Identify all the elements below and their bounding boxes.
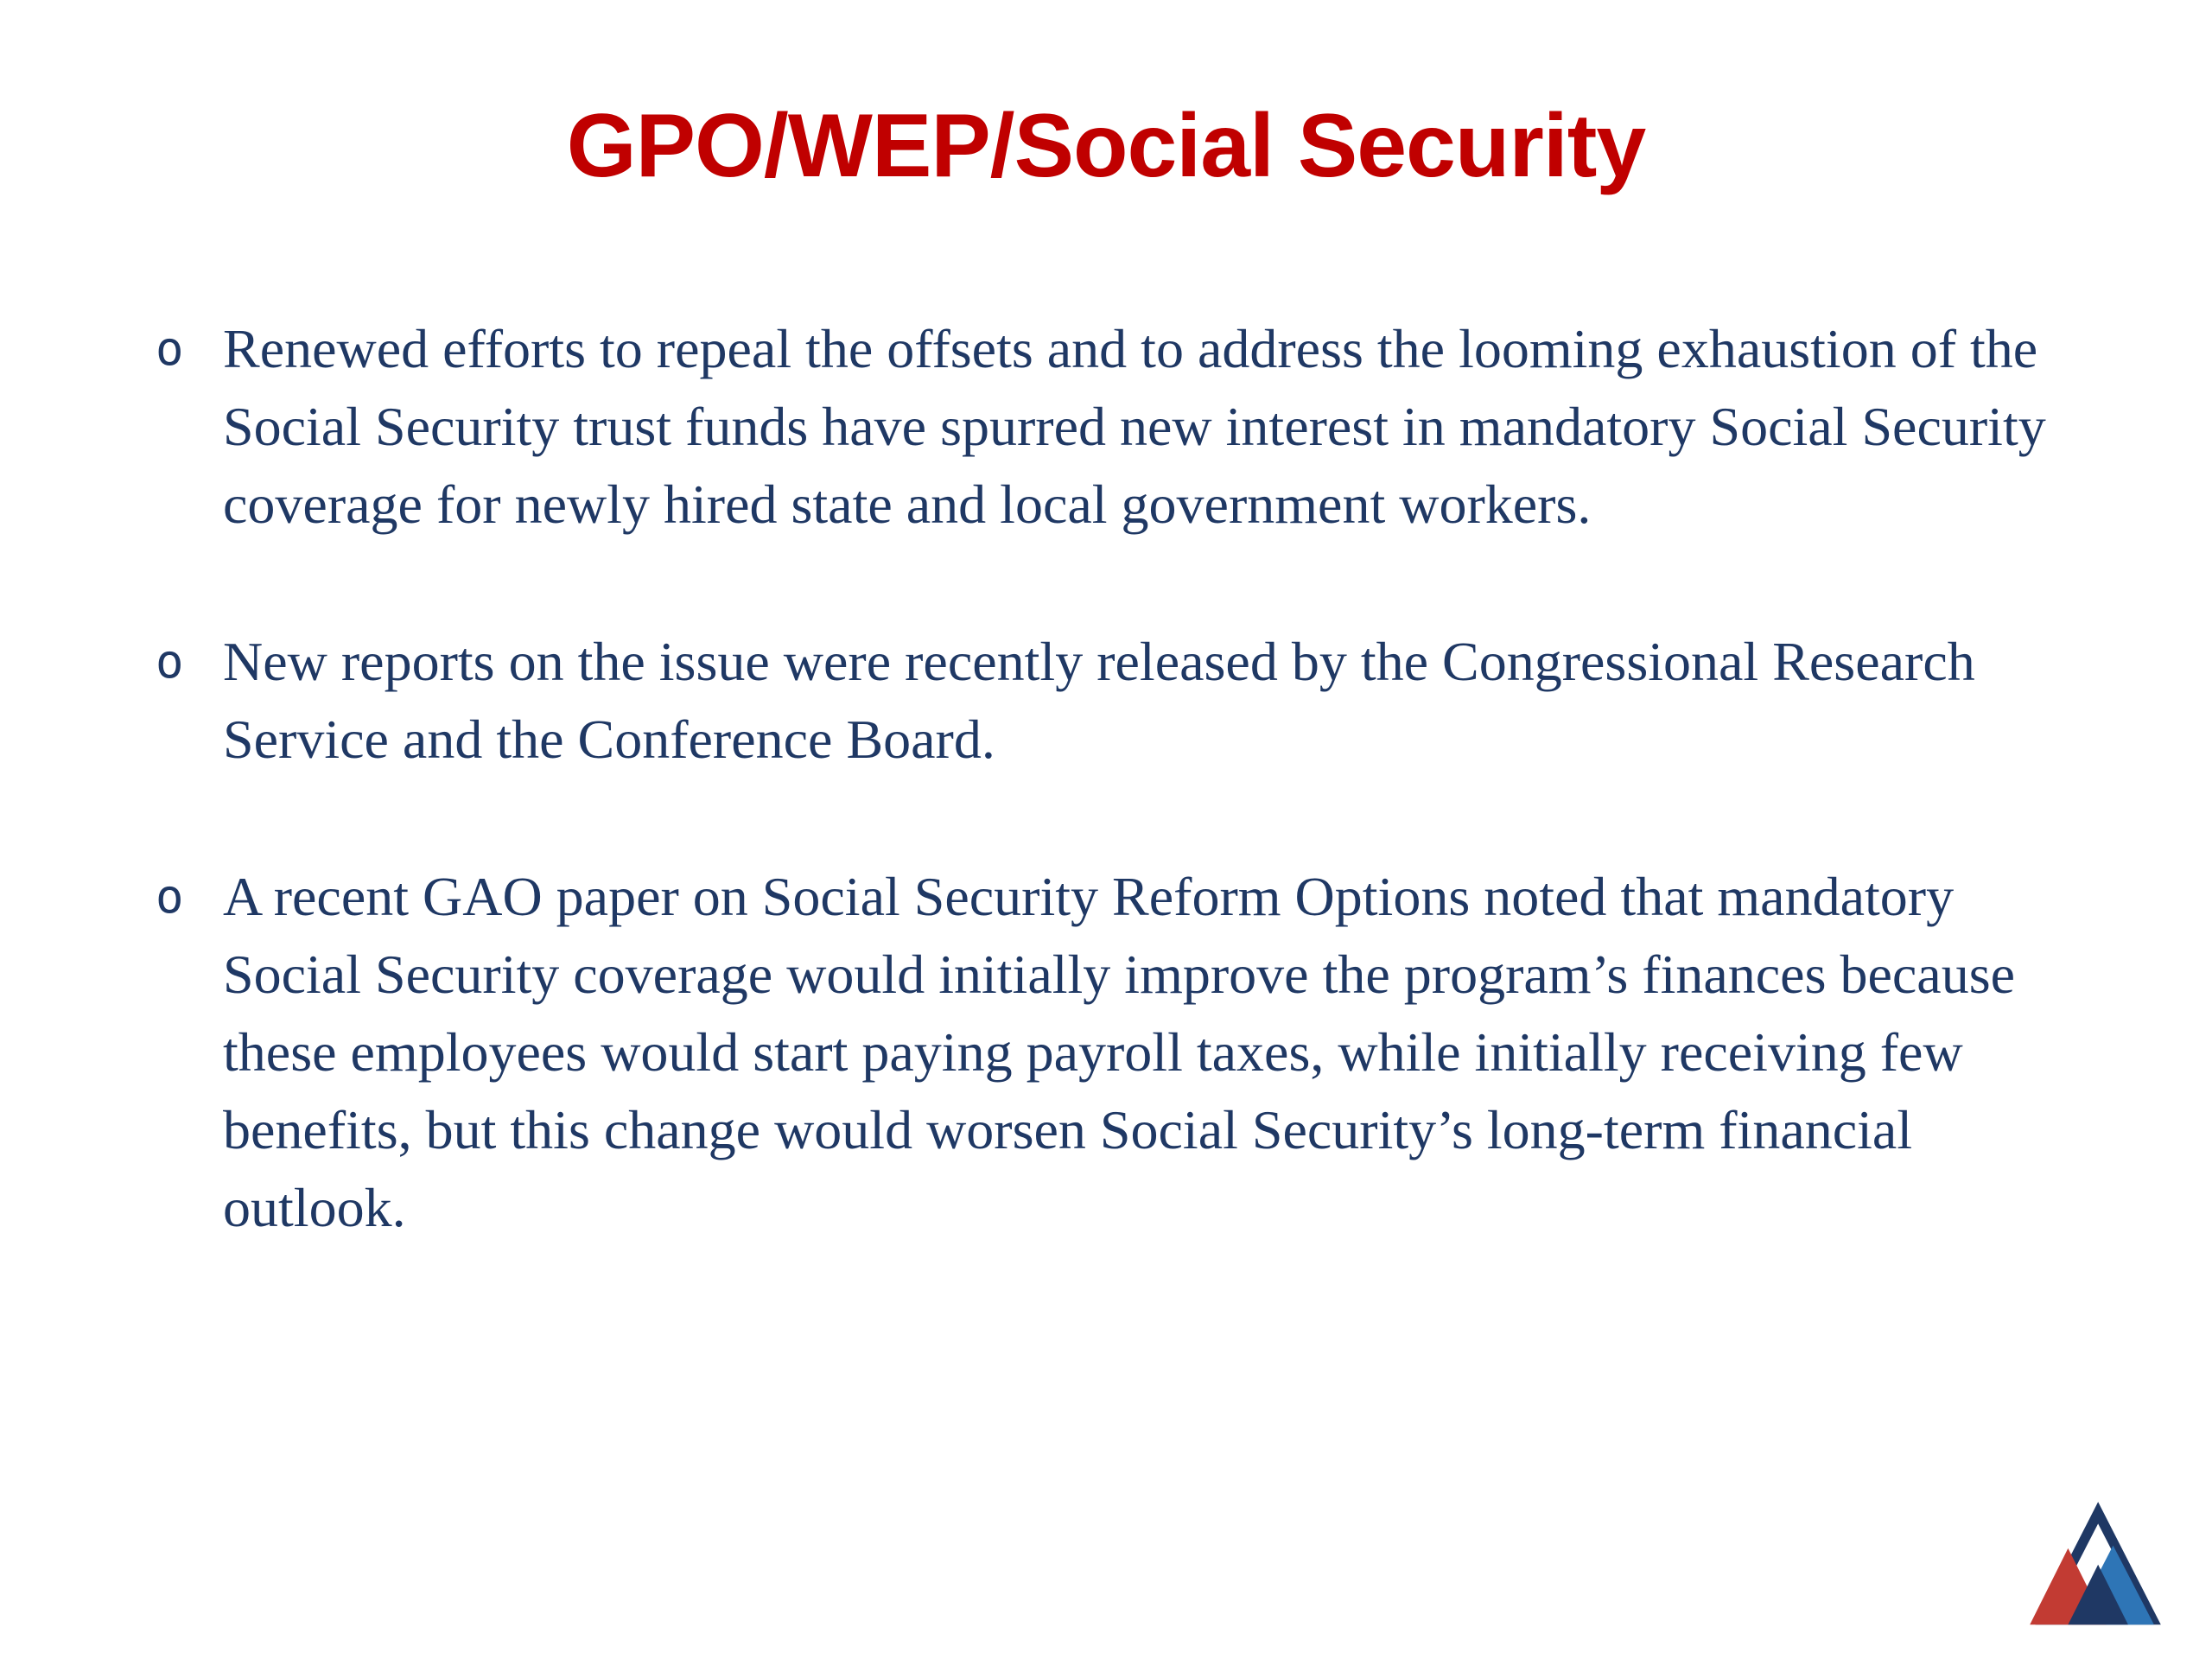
bullet-text: New reports on the issue were recently released by the Congressional Research Service and the Conference Board.: [223, 631, 1975, 770]
bullet-item: [156, 858, 2048, 1247]
bullet-item: [156, 623, 2048, 779]
bullet-text: A recent GAO paper on Social Security Reform Options noted that mandatory Social Security coverage would initially improve the program’s finances because these employees would start paying payroll taxes, while initially receiving few benefits, but this change would worsen Social Security’s long-term financial outlook.: [223, 866, 2015, 1238]
bullet-marker: o: [156, 321, 184, 376]
bullet-item: [156, 310, 2048, 543]
slide-title: GPO/WEP/Social Security: [566, 96, 1646, 196]
bullet-marker: o: [156, 634, 184, 689]
bullet-marker: o: [156, 869, 184, 924]
bullet-text: Renewed efforts to repeal the offsets and to address the looming exhaustion of the Social Security trust funds have spurred new interest in mandatory Social Security coverage for newly hired state and local government workers.: [223, 318, 2046, 535]
bullet-list: [156, 310, 2048, 1247]
triangle-logo-icon: [2026, 1499, 2164, 1629]
